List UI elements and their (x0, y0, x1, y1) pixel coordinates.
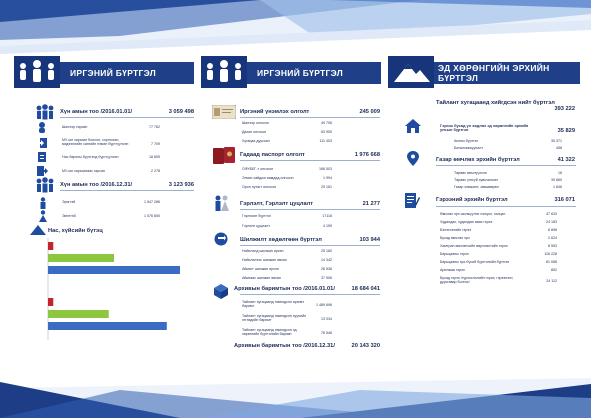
row-value: 76 546 (321, 331, 332, 335)
row-value: 852 (551, 268, 557, 272)
row-value: 77 762 (149, 125, 160, 129)
house-label: Гэрээс бусад үл хөдлөх эд хөрөнгийн эрхийн улсын бүртгэл (440, 123, 529, 133)
divider (436, 206, 576, 207)
row-label: Анхны бүртгэл (454, 139, 479, 143)
divider (60, 190, 194, 191)
row-value: 116 228 (544, 252, 557, 256)
population-icon (34, 104, 56, 120)
divider (240, 117, 380, 118)
population-icon (34, 177, 56, 193)
divider (240, 160, 380, 161)
row-value: 83 900 (321, 130, 332, 134)
col2-header-title: ИРГЭНИЙ БҮРТГЭЛ (257, 68, 343, 78)
row-label: Шинээр төрсөн (62, 125, 88, 129)
archive2-label: Архивын баримтын тоо /2016.12.31/ (234, 343, 335, 349)
row-value: 2 624 (548, 236, 557, 240)
row-label: МУ-ын харьяатаас гарсан (62, 169, 105, 173)
row-label: Өмчлөх эрх шилжүүлэх хэлцэл, хэлцэл (440, 212, 506, 216)
row-value: 2 278 (151, 169, 160, 173)
gender-value: 1 547 286 (144, 200, 160, 204)
passport-label: Гадаад паспорт олголт (240, 152, 305, 158)
mountain-house-icon (388, 56, 434, 88)
population-2016b-value: 3 123 936 (168, 182, 194, 188)
row-value: 1 994 (323, 176, 332, 180)
archive-label: Архивын баримтын тоо /2016.01.01/ (234, 286, 335, 292)
population-2016-value: 3 059 498 (168, 109, 194, 115)
age-sex-chart (34, 236, 194, 348)
row-value: 111 403 (319, 139, 332, 143)
row-label: Орон нутагт олгосон (242, 185, 277, 189)
row-value: 24 183 (546, 220, 557, 224)
divider (240, 209, 380, 210)
couple-icon (212, 194, 230, 212)
row-label: Төрөөс өмчлүүлсэн (454, 171, 487, 175)
row-label: Тайлант хугацаанд нэмэгдсэн архивт баримт (242, 300, 304, 309)
row-value: 166 503 (319, 167, 332, 171)
transfer-value: 103 944 (359, 237, 380, 243)
row-label: Аймгаас шилжин явсан (242, 276, 281, 280)
people-group-icon (201, 56, 247, 88)
transfer-label: Шилжилт хөдөлгөөн бүртгэл (240, 237, 322, 243)
female-icon (38, 210, 48, 222)
row-label: Арилжаа гэрээ (440, 268, 465, 272)
chart-bar (48, 310, 109, 318)
land-label: Газар өмчлөх эрхийн бүртгэл (436, 157, 520, 163)
row-label: Нийслэлд шилжин ирсэн (242, 249, 284, 253)
marriage-label: Гэрлэлт, Гэрлэлт цуцлалт (240, 201, 314, 207)
row-label: Тайлант хугацаанд нэмэгдсэн эд хөрөнгийн бүртгэлийн баримт (242, 328, 297, 337)
transfer-icon (214, 232, 228, 246)
row-value: 1 646 (553, 185, 562, 189)
contract-label: Гэрээний эрхийн бүртгэл (436, 197, 508, 203)
row-value: 47 633 (546, 212, 557, 216)
people-group-icon (14, 56, 60, 88)
row-value: 35 371 (551, 139, 562, 143)
baby-icon (36, 121, 48, 133)
contract-value: 316 071 (554, 197, 575, 203)
male-icon (38, 197, 48, 209)
row-value: 8 898 (548, 228, 557, 232)
gender-label: Эмэгтэй (62, 214, 76, 218)
id-card-icon (212, 105, 236, 119)
population-2016b-label: Хүн амын тоо /2016.12.31/ (60, 182, 133, 188)
row-label: Барьцааны эрх бүхий бүртгэлийн бүртгэл (440, 260, 510, 264)
archive-box-icon (212, 283, 230, 299)
archive-value: 18 684 041 (351, 286, 380, 292)
gender-value: 1 576 650 (144, 214, 160, 218)
row-label: Тайлант хугацаанд нэмэгдсэн хуулийн этгээдийн баримт (242, 314, 307, 323)
row-value: 26 536 (321, 267, 332, 271)
row-label: Бусад өмчлөх эрх (440, 236, 470, 240)
row-value: 18 805 (149, 155, 160, 159)
row-label: Шинээр олгосон (242, 121, 270, 125)
row-value: 8 553 (548, 244, 557, 248)
contract-icon (404, 192, 420, 210)
passport-icon (212, 147, 238, 165)
id-label: Иргэний үнэмлэх олголт (240, 109, 310, 115)
row-value: 24 112 (546, 279, 557, 283)
row-value: 16 (558, 171, 562, 175)
row-label: МУ-ын харьяат болсон, сэргээсэн, мэдээллийн сангийн нэмэн бүртгүүлсэн (62, 138, 129, 147)
chart-bar (48, 254, 114, 262)
row-value: 29 161 (321, 185, 332, 189)
chart-bar (48, 266, 180, 274)
row-value: 4 159 (323, 224, 332, 228)
row-label: Бэлэглэлийн гэрээ (440, 228, 472, 232)
chart-bar (48, 322, 167, 330)
row-value: 458 (556, 146, 562, 150)
pyramid-icon (30, 225, 46, 235)
top-wave-decoration (0, 0, 591, 60)
row-value: 81 088 (546, 260, 557, 264)
row-label: Төрөөс үнэгүй хувьчилсан (454, 178, 498, 182)
document-icon (36, 151, 48, 163)
row-label: ОФУБЕГ-т олгосон (242, 167, 274, 171)
row-value: 49 706 (321, 121, 332, 125)
row-value: 7 709 (151, 142, 160, 146)
chart-svg (34, 236, 194, 348)
land-pin-icon (404, 150, 422, 168)
bottom-wave-decoration (0, 368, 591, 418)
chart-bar (48, 242, 53, 250)
login-icon (36, 137, 48, 149)
divider (240, 245, 380, 246)
logout-icon (36, 165, 48, 177)
row-label: Бусад гэрээ /түрээслэлийн гэрээ, гэрээлэлт, дуусгавар болгох/ (440, 276, 514, 285)
divider (60, 117, 194, 118)
row-label: Элчин сайдын яамдад олгосон (242, 176, 294, 180)
row-value: 13 034 (321, 317, 332, 321)
row-label: Газар хэмжилт, зөвшөөрөл (454, 185, 499, 189)
row-label: Аймагт шилжин ирсэн (242, 267, 279, 271)
row-label: Дахин олгосон (242, 130, 267, 134)
row-label: Хамтран өмчлөгчийн өөрчлөлтийн гэрээ (440, 244, 508, 248)
row-value: 1 489 696 (316, 303, 332, 307)
passport-value: 1 976 668 (354, 152, 380, 158)
population-2016-label: Хүн амын тоо /2016.01.01/ (60, 109, 133, 115)
total-label-line: Тайлант хугацаанд хийгдсэн нийт бүртгэл (436, 100, 555, 106)
row-label: Баталгаажуулалт (454, 146, 484, 150)
row-label: Нас барсны бүртгэлд бүртгүүлсэн (62, 155, 119, 159)
row-value: 37 906 (321, 276, 332, 280)
row-label: Худалдах, худалдан авах гэрээ (440, 220, 493, 224)
row-value: 17116 (322, 214, 332, 218)
row-value: 39 660 (551, 178, 562, 182)
divider (436, 165, 576, 166)
total-value: 393 222 (554, 106, 575, 112)
row-label: Гэрлэлт цуцлалт (242, 224, 271, 228)
col1-header-title: ИРГЭНИЙ БҮРТГЭЛ (70, 68, 156, 78)
archive2-value: 20 143 320 (351, 343, 380, 349)
house-icon (404, 118, 422, 134)
land-value: 41 322 (557, 157, 575, 163)
chart-bar (48, 298, 53, 306)
house-value: 35 829 (557, 128, 575, 134)
col3-header-title: ЭД ХӨРӨНГИЙН ЭРХИЙН БҮРТГЭЛ (438, 63, 550, 83)
row-label: Гэрлэсэн бүртгэл (242, 214, 271, 218)
row-value: 25 160 (321, 249, 332, 253)
chart-title: Нас, хүйсийн бүтэц (48, 228, 103, 234)
row-value: 14 342 (321, 258, 332, 262)
gender-label: Эрэгтэй (62, 200, 76, 204)
row-label: Хугацаа дууссан (242, 139, 270, 143)
row-label: Барьцааны гэрээ (440, 252, 469, 256)
id-value: 245 009 (359, 109, 380, 115)
marriage-value: 21 277 (362, 201, 380, 207)
divider (240, 294, 380, 295)
row-label: Нийслэлээс шилжин явсан (242, 258, 287, 262)
